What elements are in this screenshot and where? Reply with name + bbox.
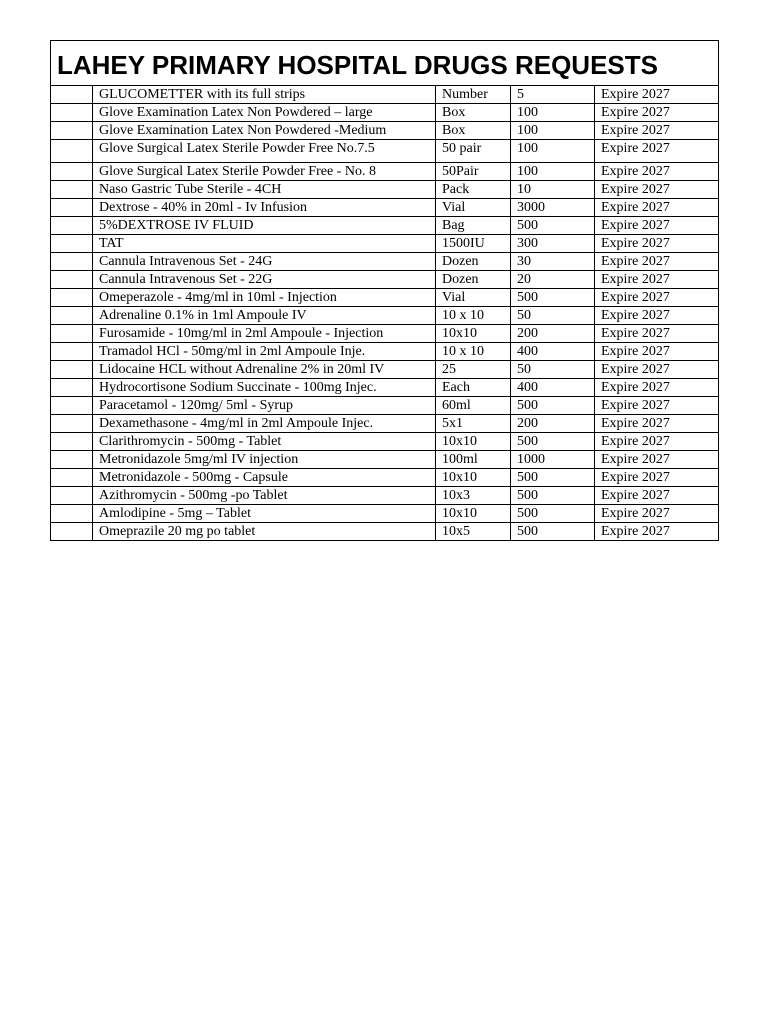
expiry-cell: Expire 2027	[595, 505, 719, 523]
unit-cell: 10x10	[436, 433, 511, 451]
row-number-cell	[51, 140, 93, 163]
quantity-cell: 500	[511, 487, 595, 505]
unit-cell: 10 x 10	[436, 307, 511, 325]
table-row	[51, 523, 719, 541]
expiry-cell: Expire 2027	[595, 235, 719, 253]
expiry-cell: Expire 2027	[595, 271, 719, 289]
item-name-cell: Adrenaline 0.1% in 1ml Ampoule IV	[93, 307, 436, 325]
expiry-cell: Expire 2027	[595, 104, 719, 122]
item-name-cell: Metronidazole - 500mg - Capsule	[93, 469, 436, 487]
row-number-cell	[51, 253, 93, 271]
unit-cell: Bag	[436, 217, 511, 235]
expiry-cell: Expire 2027	[595, 253, 719, 271]
quantity-cell: 500	[511, 523, 595, 541]
quantity-cell: 100	[511, 104, 595, 122]
unit-cell: Box	[436, 104, 511, 122]
item-name-cell: Hydrocortisone Sodium Succinate - 100mg Injec.	[93, 379, 436, 397]
table-row	[51, 379, 719, 397]
table-row	[51, 343, 719, 361]
unit-cell: Each	[436, 379, 511, 397]
expiry-cell: Expire 2027	[595, 397, 719, 415]
table-row	[51, 104, 719, 122]
unit-cell: 1500IU	[436, 235, 511, 253]
item-name-cell: Glove Examination Latex Non Powdered -Medium	[93, 122, 436, 140]
quantity-cell: 50	[511, 307, 595, 325]
table-row	[51, 289, 719, 307]
quantity-cell: 3000	[511, 199, 595, 217]
table-row	[51, 235, 719, 253]
row-number-cell	[51, 451, 93, 469]
row-number-cell	[51, 217, 93, 235]
expiry-cell: Expire 2027	[595, 163, 719, 181]
row-number-cell	[51, 307, 93, 325]
item-name-cell: Dextrose - 40% in 20ml - Iv Infusion	[93, 199, 436, 217]
quantity-cell: 50	[511, 361, 595, 379]
row-number-cell	[51, 379, 93, 397]
unit-cell: 25	[436, 361, 511, 379]
table-row	[51, 505, 719, 523]
row-number-cell	[51, 86, 93, 104]
unit-cell: Dozen	[436, 271, 511, 289]
item-name-cell: Glove Surgical Latex Sterile Powder Free - No. 8	[93, 163, 436, 181]
row-number-cell	[51, 163, 93, 181]
table-row	[51, 163, 719, 181]
table-row	[51, 140, 719, 163]
item-name-cell: 5%DEXTROSE IV FLUID	[93, 217, 436, 235]
quantity-cell: 500	[511, 505, 595, 523]
expiry-cell: Expire 2027	[595, 469, 719, 487]
row-number-cell	[51, 199, 93, 217]
item-name-cell: TAT	[93, 235, 436, 253]
expiry-cell: Expire 2027	[595, 181, 719, 199]
table-row	[51, 325, 719, 343]
unit-cell: 100ml	[436, 451, 511, 469]
item-name-cell: Paracetamol - 120mg/ 5ml - Syrup	[93, 397, 436, 415]
expiry-cell: Expire 2027	[595, 415, 719, 433]
table-row	[51, 181, 719, 199]
table-row	[51, 469, 719, 487]
table-row	[51, 217, 719, 235]
unit-cell: 10 x 10	[436, 343, 511, 361]
table-row	[51, 397, 719, 415]
item-name-cell: Omeperazole - 4mg/ml in 10ml - Injection	[93, 289, 436, 307]
expiry-cell: Expire 2027	[595, 289, 719, 307]
table-row	[51, 487, 719, 505]
item-name-cell: Naso Gastric Tube Sterile - 4CH	[93, 181, 436, 199]
expiry-cell: Expire 2027	[595, 451, 719, 469]
row-number-cell	[51, 505, 93, 523]
quantity-cell: 5	[511, 86, 595, 104]
quantity-cell: 400	[511, 343, 595, 361]
quantity-cell: 500	[511, 469, 595, 487]
unit-cell: Box	[436, 122, 511, 140]
unit-cell: 50Pair	[436, 163, 511, 181]
quantity-cell: 200	[511, 325, 595, 343]
item-name-cell: Glove Examination Latex Non Powdered – large	[93, 104, 436, 122]
quantity-cell: 200	[511, 415, 595, 433]
row-number-cell	[51, 271, 93, 289]
item-name-cell: GLUCOMETTER with its full strips	[93, 86, 436, 104]
item-name-cell: Omeprazile 20 mg po tablet	[93, 523, 436, 541]
item-name-cell: Amlodipine - 5mg – Tablet	[93, 505, 436, 523]
expiry-cell: Expire 2027	[595, 217, 719, 235]
item-name-cell: Cannula Intravenous Set - 24G	[93, 253, 436, 271]
item-name-cell: Tramadol HCl - 50mg/ml in 2ml Ampoule Inje.	[93, 343, 436, 361]
table-row	[51, 433, 719, 451]
item-name-cell: Dexamethasone - 4mg/ml in 2ml Ampoule Injec.	[93, 415, 436, 433]
expiry-cell: Expire 2027	[595, 307, 719, 325]
table-row	[51, 361, 719, 379]
row-number-cell	[51, 361, 93, 379]
quantity-cell: 100	[511, 140, 595, 163]
row-number-cell	[51, 523, 93, 541]
expiry-cell: Expire 2027	[595, 140, 719, 163]
row-number-cell	[51, 181, 93, 199]
table-row	[51, 307, 719, 325]
drugs-request-table-body	[51, 41, 719, 541]
row-number-cell	[51, 415, 93, 433]
row-number-cell	[51, 397, 93, 415]
row-number-cell	[51, 469, 93, 487]
item-name-cell: Glove Surgical Latex Sterile Powder Free No.7.5	[93, 140, 436, 163]
item-name-cell: Metronidazole 5mg/ml IV injection	[93, 451, 436, 469]
expiry-cell: Expire 2027	[595, 343, 719, 361]
unit-cell: Pack	[436, 181, 511, 199]
table-row	[51, 253, 719, 271]
quantity-cell: 10	[511, 181, 595, 199]
item-name-cell: Cannula Intravenous Set - 22G	[93, 271, 436, 289]
quantity-cell: 30	[511, 253, 595, 271]
expiry-cell: Expire 2027	[595, 86, 719, 104]
quantity-cell: 500	[511, 217, 595, 235]
expiry-cell: Expire 2027	[595, 379, 719, 397]
row-number-cell	[51, 325, 93, 343]
drugs-request-table	[50, 40, 719, 541]
row-number-cell	[51, 487, 93, 505]
unit-cell: 5x1	[436, 415, 511, 433]
item-name-cell: Furosamide - 10mg/ml in 2ml Ampoule - Injection	[93, 325, 436, 343]
unit-cell: 10x5	[436, 523, 511, 541]
quantity-cell: 500	[511, 397, 595, 415]
unit-cell: Number	[436, 86, 511, 104]
row-number-cell	[51, 289, 93, 307]
unit-cell: Vial	[436, 199, 511, 217]
expiry-cell: Expire 2027	[595, 122, 719, 140]
table-row	[51, 122, 719, 140]
table-row	[51, 415, 719, 433]
unit-cell: 10x3	[436, 487, 511, 505]
quantity-cell: 1000	[511, 451, 595, 469]
quantity-cell: 100	[511, 122, 595, 140]
table-row	[51, 271, 719, 289]
expiry-cell: Expire 2027	[595, 487, 719, 505]
table-row	[51, 451, 719, 469]
row-number-cell	[51, 343, 93, 361]
unit-cell: 60ml	[436, 397, 511, 415]
unit-cell: 10x10	[436, 469, 511, 487]
document-title: LAHEY PRIMARY HOSPITAL DRUGS REQUESTS	[51, 41, 719, 86]
quantity-cell: 500	[511, 433, 595, 451]
quantity-cell: 500	[511, 289, 595, 307]
unit-cell: Dozen	[436, 253, 511, 271]
row-number-cell	[51, 104, 93, 122]
item-name-cell: Lidocaine HCL without Adrenaline 2% in 20ml IV	[93, 361, 436, 379]
table-row	[51, 86, 719, 104]
unit-cell: 10x10	[436, 325, 511, 343]
table-row	[51, 199, 719, 217]
expiry-cell: Expire 2027	[595, 199, 719, 217]
expiry-cell: Expire 2027	[595, 325, 719, 343]
item-name-cell: Azithromycin - 500mg -po Tablet	[93, 487, 436, 505]
quantity-cell: 300	[511, 235, 595, 253]
item-name-cell: Clarithromycin - 500mg - Tablet	[93, 433, 436, 451]
row-number-cell	[51, 122, 93, 140]
row-number-cell	[51, 433, 93, 451]
title-row	[51, 41, 719, 86]
unit-cell: Vial	[436, 289, 511, 307]
expiry-cell: Expire 2027	[595, 433, 719, 451]
unit-cell: 10x10	[436, 505, 511, 523]
unit-cell: 50 pair	[436, 140, 511, 163]
quantity-cell: 20	[511, 271, 595, 289]
expiry-cell: Expire 2027	[595, 361, 719, 379]
row-number-cell	[51, 235, 93, 253]
expiry-cell: Expire 2027	[595, 523, 719, 541]
quantity-cell: 400	[511, 379, 595, 397]
quantity-cell: 100	[511, 163, 595, 181]
